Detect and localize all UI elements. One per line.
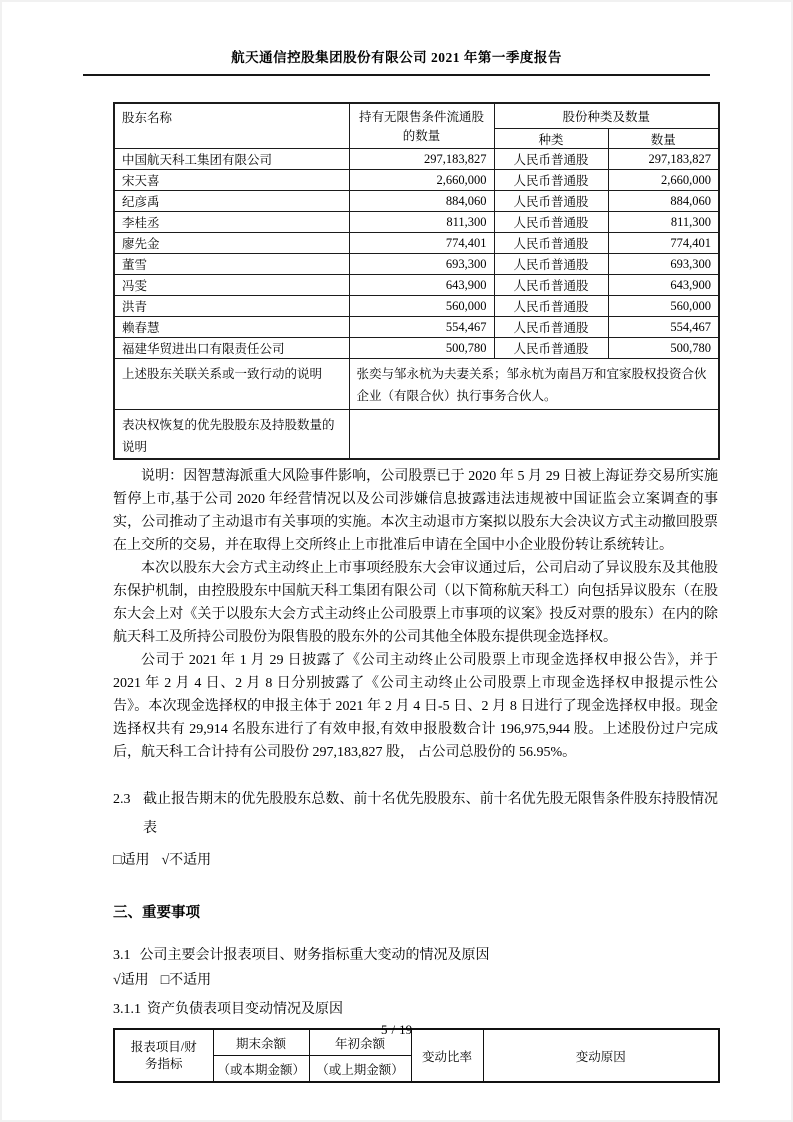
shareholder-shares: 560,000 [349,296,494,317]
shareholder-name: 福建华贸进出口有限责任公司 [114,338,349,359]
shareholder-name: 廖先金 [114,233,349,254]
table-row [114,275,719,296]
section-3-1-1-title: 资产负债表项目变动情况及原因 [147,1002,343,1017]
share-type: 人民币普通股 [494,233,608,254]
shareholder-shares: 297,183,827 [349,149,494,170]
col-header-ending-balance-sub: （或本期金额） [213,1056,309,1083]
current-page-number: 5 [380,1022,388,1037]
section-2-3-title: 截止报告期末的优先股股东总数、前十名优先股股东、前十名优先股无限售条件股东持股情况表 [143,792,718,836]
share-type: 人民币普通股 [494,191,608,212]
share-qty: 811,300 [608,212,719,233]
share-type: 人民币普通股 [494,170,608,191]
section-3-1-applicability [113,971,718,991]
shareholder-name: 纪彦禹 [114,191,349,212]
col-header-unrestricted-shares [349,103,494,149]
col-header-unrestricted-shares-line1: 持有无限售条件流通股 [358,110,484,124]
share-qty: 297,183,827 [608,149,719,170]
col-header-share-type-qty: 股份种类及数量 [494,103,719,129]
shareholder-name: 冯雯 [114,275,349,296]
section-2-3-heading [113,785,718,843]
table-row [114,254,719,275]
table-row [114,149,719,170]
relation-note-row [114,359,719,410]
table-row [114,317,719,338]
shareholder-shares: 693,300 [349,254,494,275]
share-qty: 560,000 [608,296,719,317]
share-qty: 643,900 [608,275,719,296]
checkmark-icon: √ [113,973,121,988]
table-row [114,212,719,233]
relation-note-label: 上述股东关联关系或一致行动的说明 [114,359,349,410]
section-3-1-title: 公司主要会计报表项目、财务指标重大变动的情况及原因 [139,948,490,963]
col-header-change-ratio: 变动比率 [411,1029,483,1082]
section-2-3-applicability [113,851,718,871]
shareholder-name: 洪青 [114,296,349,317]
table-row [114,191,719,212]
preferred-note-label: 表决权恢复的优先股股东及持股数量的说明 [114,410,349,460]
section-3-1-heading [113,944,718,964]
shareholder-shares: 643,900 [349,275,494,296]
col-header-unrestricted-shares-line2: 的数量 [402,129,441,143]
preferred-note-value [349,410,719,460]
col-header-change-reason: 变动原因 [483,1029,719,1082]
shareholder-shares: 884,060 [349,191,494,212]
table-row [114,170,719,191]
shareholder-shares: 774,401 [349,233,494,254]
shareholder-shares: 2,660,000 [349,170,494,191]
table-row [114,338,719,359]
shareholder-table [113,102,720,460]
total-page-number: 19 [399,1022,413,1037]
col-header-ending-balance: 期末余额 [213,1029,309,1056]
share-qty: 884,060 [608,191,719,212]
page-content [113,102,718,1083]
preferred-note-row [114,410,719,460]
shareholder-shares: 500,780 [349,338,494,359]
page-footer [0,1022,793,1038]
share-type: 人民币普通股 [494,254,608,275]
col-header-report-item-line1: 报表项目/财 [130,1039,197,1054]
section-3-1-1-heading [113,998,718,1018]
page-separator: / [391,1022,396,1037]
share-type: 人民币普通股 [494,317,608,338]
col-header-report-item-line2: 务指标 [144,1056,183,1071]
applicable-label: 适用 [120,973,149,988]
share-qty: 2,660,000 [608,170,719,191]
col-header-beginning-balance: 年初余额 [309,1029,411,1056]
explanation-paragraph-2: 本次以股东大会方式主动终止上市事项经股东大会审议通过后，公司启动了异议股东及其他股东保护机制，由控股股东中国航天科工集团有限公司（以下简称航天科工）向包括异议股东（在股东大会上对《关于以股东大会方式主动终止公司股票上市事项的议案》投反对票的股东）在内的除航天科工及所持公司股份为限售股的股东外的公司其他全体股东提供现金选择权。 [113,561,718,645]
share-type: 人民币普通股 [494,149,608,170]
share-qty: 774,401 [608,233,719,254]
shareholder-shares: 811,300 [349,212,494,233]
share-type: 人民币普通股 [494,296,608,317]
not-applicable-label: 不适用 [169,973,212,988]
applicable-label: 适用 [121,853,150,868]
relation-note-value: 张奕与邹永杭为夫妻关系；邹永杭为南昌万和宜家股权投资合伙企业（有限合伙）执行事务合伙人。 [349,359,719,410]
table-row [114,233,719,254]
share-qty: 693,300 [608,254,719,275]
share-type: 人民币普通股 [494,338,608,359]
checkbox-unchecked-icon: □ [160,973,170,988]
shareholder-shares: 554,467 [349,317,494,338]
section-3-heading: 三、重要事项 [113,905,200,921]
share-qty: 500,780 [608,338,719,359]
col-header-shareholder-name: 股东名称 [114,103,349,149]
not-applicable-label: 不适用 [169,853,212,868]
shareholder-name: 赖春慧 [114,317,349,338]
section-2-3-number: 2.3 [113,792,131,807]
checkbox-unchecked-icon: □ [113,853,122,868]
section-3-1-number: 3.1 [113,948,131,963]
checkmark-icon: √ [161,853,170,868]
share-type: 人民币普通股 [494,212,608,233]
shareholder-name: 李桂丞 [114,212,349,233]
table-row [114,296,719,317]
explanation-paragraph-1: 说明：因智慧海派重大风险事件影响，公司股票已于 2020 年 5 月 29 日被上海证券交易所实施暂停上市,基于公司 2020 年经营情况以及公司涉嫌信息披露违法违规被中国证监会立案调查的事实，公司推动了主动退市有关事项的实施。本次主动退市方案拟以股东大会决议方式主动撤回股票在上交所的交易，并在取得上交所终止上市批准后申请在全国中小企业股份转让系统转让。 [113,469,718,553]
col-header-share-qty: 数量 [608,129,719,149]
shareholder-name: 中国航天科工集团有限公司 [114,149,349,170]
page-header-title: 航天通信控股集团股份有限公司 2021 年第一季度报告 [83,0,710,76]
share-qty: 554,467 [608,317,719,338]
col-header-beginning-balance-sub: （或上期金额） [309,1056,411,1083]
col-header-share-type: 种类 [494,129,608,149]
section-3-1-1-number: 3.1.1 [113,1002,141,1017]
shareholder-name: 董雪 [114,254,349,275]
shareholder-name: 宋天喜 [114,170,349,191]
explanation-paragraph-3: 公司于 2021 年 1 月 29 日披露了《公司主动终止公司股票上市现金选择权申报公告》，并于 2021 年 2 月 4 日、2 月 8 日分别披露了《公司主动终止公司股票上市现金选择权申报提示性公告》。本次现金选择权的申报主体于 2021 年 2 月 4 日-5 日、2 月 8 日进行了现金选择权申报。现金选择权共有 29,914 名股东进行了有效申报,有效申报股数合计 196,975,944 股。上述股份过户完成后，航天科工合计持有公司股份 297,183,827 股， 占公司总股份的 56.95%。 [113,653,718,760]
share-type: 人民币普通股 [494,275,608,296]
